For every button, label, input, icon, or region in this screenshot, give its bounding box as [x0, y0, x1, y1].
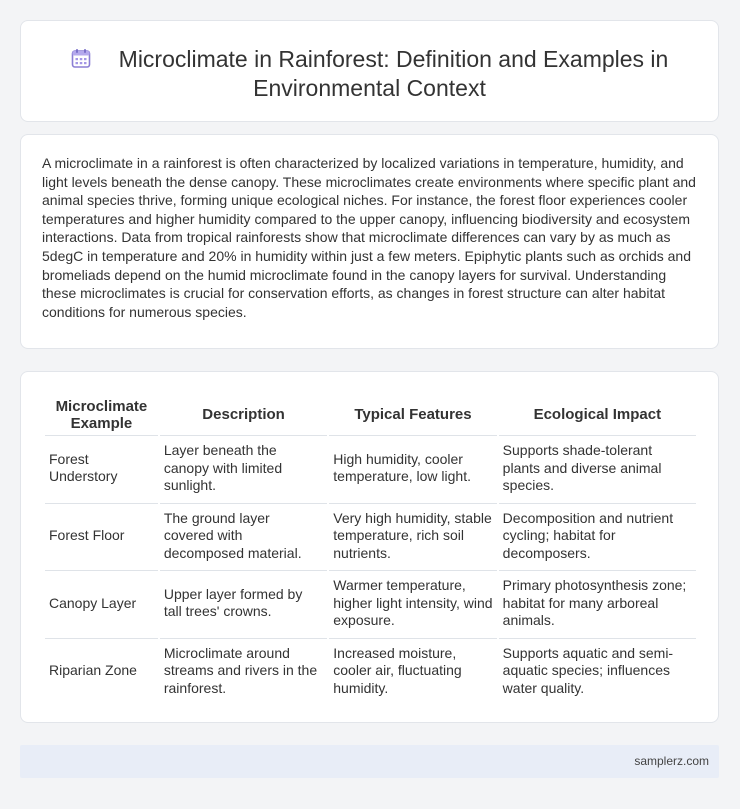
- page-title-text: Microclimate in Rainforest: Definition and Examples in Environmental Context: [118, 46, 669, 101]
- table-cell: High humidity, cooler temperature, low light.: [329, 435, 496, 501]
- table-row: [45, 570, 696, 636]
- table-cell: Very high humidity, stable temperature, rich soil nutrients.: [329, 503, 496, 569]
- table-cell: Warmer temperature, higher light intensity, wind exposure.: [329, 570, 496, 636]
- table-cell: Canopy Layer: [45, 570, 158, 636]
- page-title: [21, 45, 718, 103]
- table-cell: The ground layer covered with decomposed material.: [160, 503, 327, 569]
- footer-bar: [20, 745, 719, 778]
- table-cell: Supports aquatic and semi-aquatic species; influences water quality.: [499, 638, 696, 704]
- footer-site-link[interactable]: samplerz.com: [634, 754, 709, 768]
- column-header: Ecological Impact: [533, 406, 662, 423]
- intro-card: [20, 134, 719, 349]
- column-header: Description: [202, 406, 285, 423]
- table-cell: Layer beneath the canopy with limited sunlight.: [160, 435, 327, 501]
- table-row: [45, 435, 696, 501]
- column-header: Typical Features: [354, 406, 472, 423]
- calendar-icon: [71, 48, 91, 68]
- table-cell: Upper layer formed by tall trees' crowns.: [160, 570, 327, 636]
- table-cell: Riparian Zone: [45, 638, 158, 704]
- microclimate-table: [43, 394, 698, 705]
- table-cell: Supports shade-tolerant plants and diverse animal species.: [499, 435, 696, 501]
- table-cell: Forest Understory: [45, 435, 158, 501]
- intro-paragraph: A microclimate in a rainforest is often characterized by localized variations in temperature, humidity, and light levels beneath the dense canopy. These microclimates create environments where specific plant and animal species thrive, forming unique ecological niches. For instance, the forest floor experiences cooler temperatures and higher humidity compared to the upper canopy, influencing biodiversity and ecosystem interactions. Data from tropical rainforests show that microclimate differences can vary by as much as 5degC in temperature and 20% in humidity within just a few meters. Epiphytic plants such as orchids and bromeliads depend on the humid microclimate found in the canopy layers for survival. Understanding these microclimates is crucial for conservation efforts, as changes in forest structure can alter habitat conditions for numerous species.: [42, 155, 696, 320]
- table-cell: Primary photosynthesis zone; habitat for many arboreal animals.: [499, 570, 696, 636]
- table-header-row: [45, 396, 696, 433]
- table-row: [45, 638, 696, 704]
- column-header: Microclimate Example: [55, 397, 148, 432]
- table-card: [20, 371, 719, 723]
- table-cell: Decomposition and nutrient cycling; habitat for decomposers.: [499, 503, 696, 569]
- table-row: [45, 503, 696, 569]
- title-card: [20, 20, 719, 122]
- table-cell: Forest Floor: [45, 503, 158, 569]
- table-cell: Increased moisture, cooler air, fluctuating humidity.: [329, 638, 496, 704]
- table-cell: Microclimate around streams and rivers in the rainforest.: [160, 638, 327, 704]
